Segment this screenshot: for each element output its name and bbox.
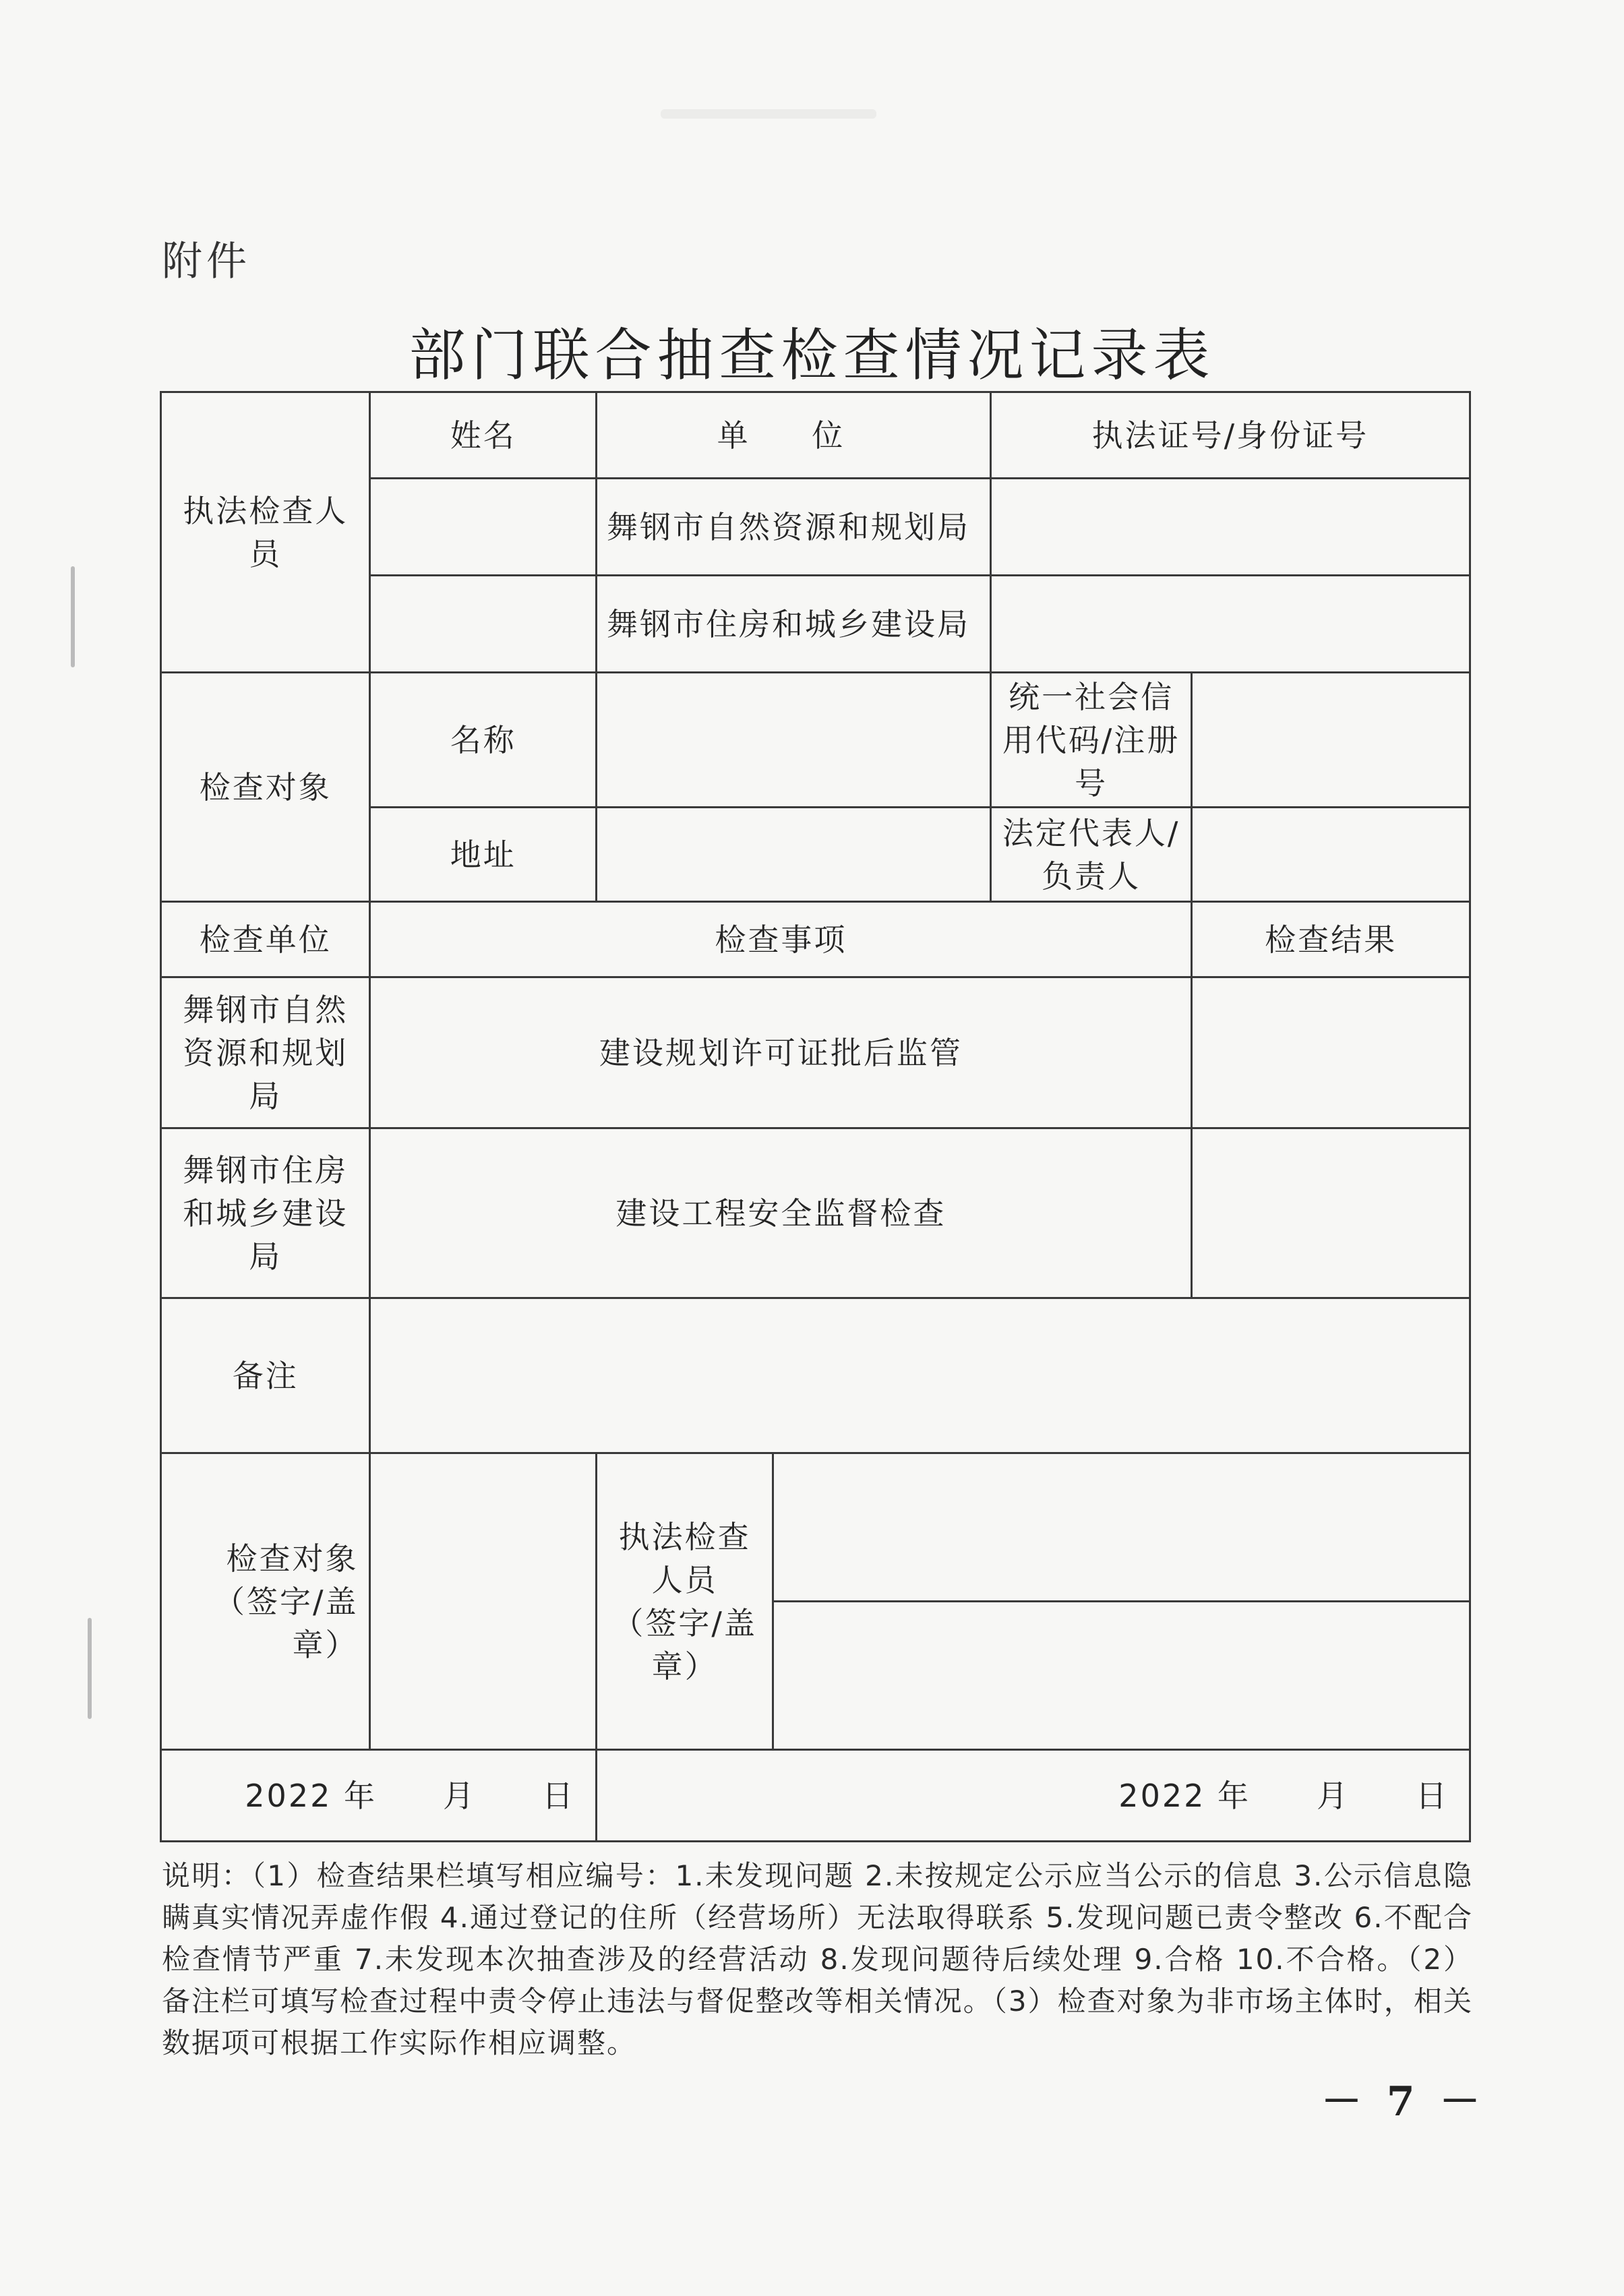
- item-description-cell: 建设工程安全监督检查: [370, 1128, 1192, 1298]
- attachment-label: 附件: [162, 238, 251, 285]
- inspector-id-header: 执法证号/身份证号: [990, 392, 1470, 479]
- object-signature-title: 检查对象: [226, 1540, 359, 1577]
- item-unit-cell: 舞钢市自然资源和规划局: [161, 977, 370, 1128]
- page-title: 部门联合抽查检查情况记录表: [409, 322, 1215, 388]
- items-unit-header: 检查单位: [161, 902, 370, 977]
- remarks-value[interactable]: [370, 1298, 1470, 1453]
- inspector-id-cell[interactable]: [990, 576, 1470, 673]
- inspector-unit-cell: 舞钢市自然资源和规划局: [596, 479, 990, 576]
- credit-code-value[interactable]: [1192, 673, 1470, 808]
- remarks-label: 备注: [161, 1298, 370, 1453]
- inspector-unit-header: [596, 392, 990, 479]
- inspector-signature-sub: （签字/盖章）: [612, 1604, 757, 1685]
- inspector-date-cell[interactable]: [596, 1750, 1470, 1842]
- object-date: 2022 年 月 日: [245, 1777, 575, 1814]
- inspector-id-cell[interactable]: [990, 479, 1470, 576]
- inspector-date: 2022 年 月 日: [1118, 1777, 1449, 1814]
- item-unit-cell: 舞钢市住房和城乡建设局: [161, 1128, 370, 1298]
- object-name-label: 名称: [370, 673, 597, 808]
- object-name-value[interactable]: [596, 673, 990, 808]
- inspector-unit-header-text: 单 位: [717, 417, 870, 454]
- object-signature-area[interactable]: [370, 1453, 597, 1750]
- items-item-header: 检查事项: [370, 902, 1192, 977]
- binding-mark: [88, 1618, 92, 1719]
- inspection-record-table: [160, 391, 1471, 1842]
- inspector-name-cell[interactable]: [370, 479, 597, 576]
- inspector-name-header: 姓名: [370, 392, 597, 479]
- inspector-unit-cell: 舞钢市住房和城乡建设局: [596, 576, 990, 673]
- inspector-signature-title: 执法检查人员: [618, 1518, 751, 1598]
- item-result-cell[interactable]: [1192, 977, 1470, 1128]
- inspector-signature-line[interactable]: [773, 1602, 1470, 1750]
- item-description-cell: 建设规划许可证批后监管: [370, 977, 1192, 1128]
- object-address-label: 地址: [370, 808, 597, 902]
- items-result-header: 检查结果: [1192, 902, 1470, 977]
- object-signature-label: [161, 1453, 370, 1750]
- credit-code-label: 统一社会信用代码/注册号: [990, 673, 1191, 808]
- inspector-signature-line[interactable]: [773, 1453, 1470, 1602]
- legal-rep-value[interactable]: [1192, 808, 1470, 902]
- legal-rep-label: 法定代表人/负责人: [990, 808, 1191, 902]
- inspector-name-cell[interactable]: [370, 576, 597, 673]
- page-number: － 7 －: [1321, 2078, 1486, 2125]
- binding-mark: [71, 566, 75, 667]
- object-row-label: 检查对象: [161, 673, 370, 902]
- inspectors-row-label: 执法检查人员: [161, 392, 370, 673]
- instructions-note: 说明：（1）检查结果栏填写相应编号：1.未发现问题 2.未按规定公示应当公示的信息 3.公示信息隐瞒真实情况弄虚作假 4.通过登记的住所（经营场所）无法取得联系 5.发现问题已责令整改 6.不配合检查情节严重 7.未发现本次抽查涉及的经营活动 8.发现问题待后续处理 9.合格 10.不合格。（2）备注栏可填写检查过程中责令停止违法与督促整改等相关情况。（3）检查对象为非市场主体时，相关数据项可根据工作实际作相应调整。: [162, 1859, 1473, 2059]
- scan-smudge: [661, 109, 876, 119]
- item-result-cell[interactable]: [1192, 1128, 1470, 1298]
- object-signature-sub: （签字/盖章）: [213, 1583, 359, 1663]
- object-address-value[interactable]: [596, 808, 990, 902]
- inspector-signature-label: [596, 1453, 773, 1750]
- object-date-cell[interactable]: [161, 1750, 597, 1842]
